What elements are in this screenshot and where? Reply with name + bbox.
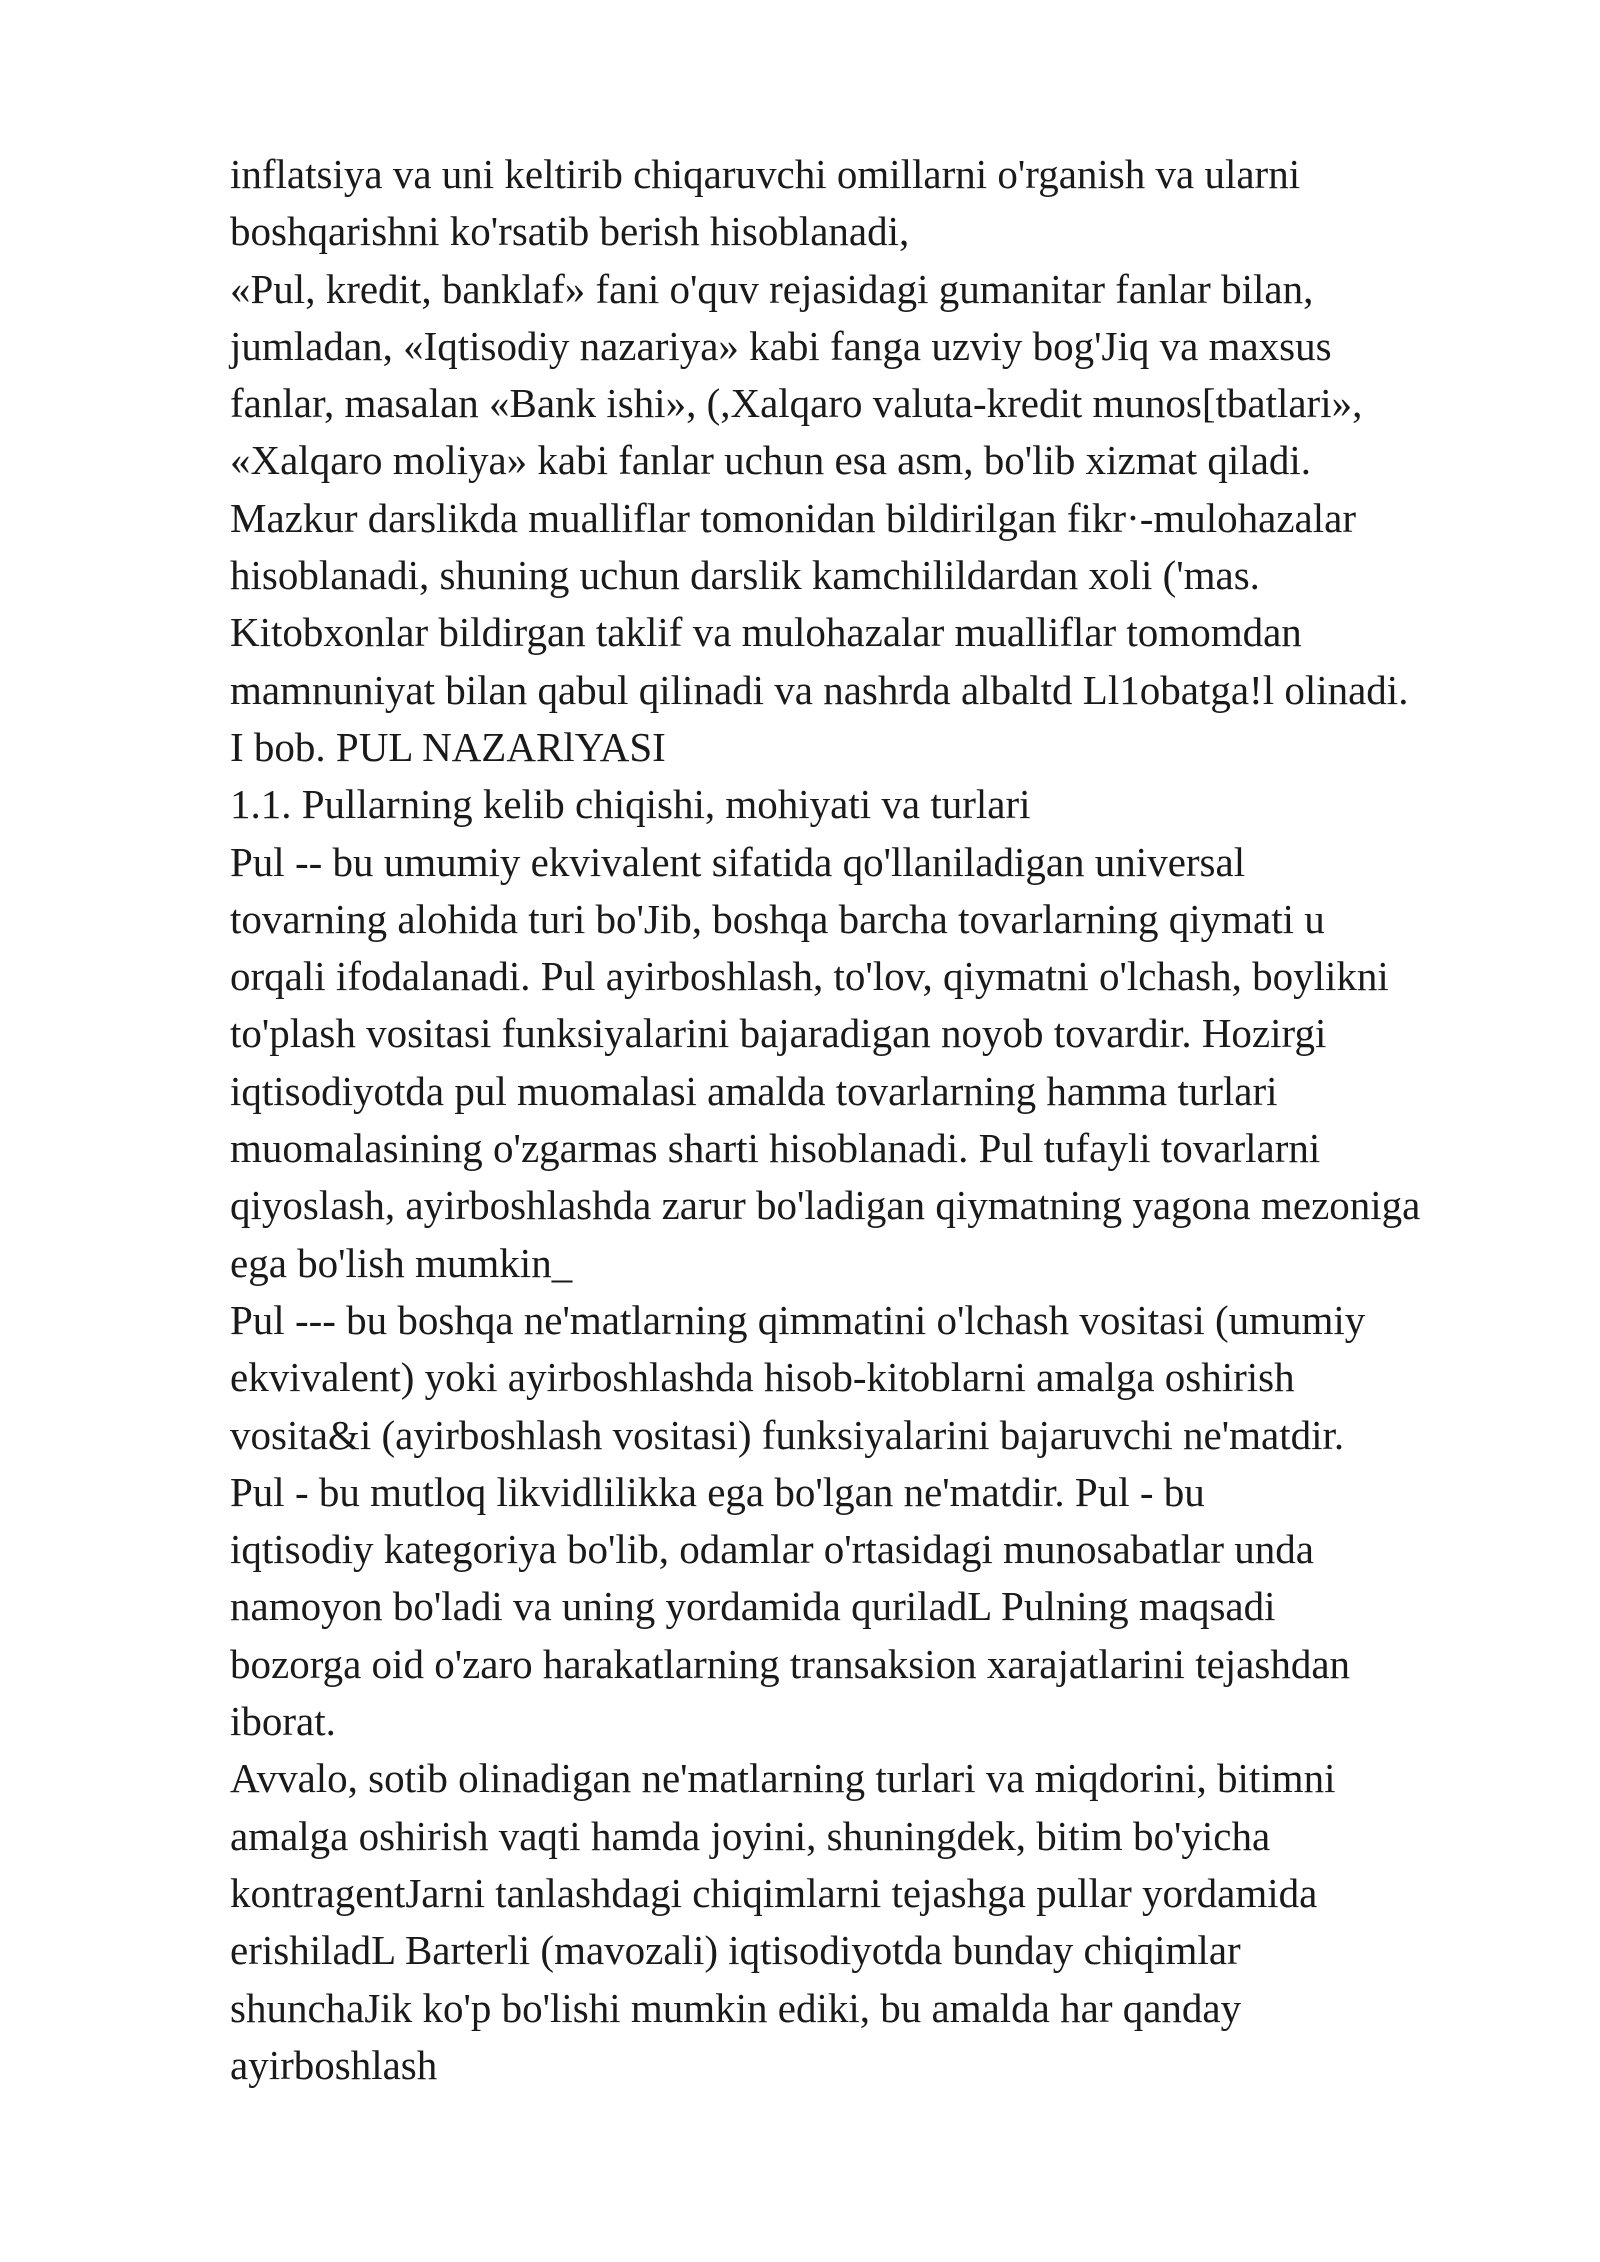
text-line: erishiladL Barterli (mavozali) iqtisodiyotda bunday chiqimlar [230,1927,1241,1974]
text-line: shunchaJik ko'p bo'lishi mumkin ediki, bu amalda har qanday [230,1984,1242,2031]
text-line: amalga oshirish vaqti hamda joyini, shuningdek, bitim bo'yicha [230,1812,1271,1859]
text-line: Kitobxonlar bildirgan taklif va mulohazalar mualliflar tomomdan [230,609,1302,656]
text-line: inflatsiya va uni keltirib chiqaruvchi omillarni o'rganish va ularni [230,151,1301,197]
section-heading: 1.1. Pullarning kelib chiqishi, mohiyati va turlari [230,781,1031,828]
text-line: orqali ifodalanadi. Pul ayirboshlash, to'lov, qiymatni o'lchash, boylikni [230,953,1389,1000]
text-line: ekvivalent) yoki ayirboshlashda hisob-kitoblarni amalga oshirish [230,1354,1295,1401]
text-line: muomalasining o'zgarmas sharti hisoblanadi. Pul tufayli tovarlarni [230,1125,1321,1172]
chapter-heading: I bob. PUL NAZARlYASI [230,723,666,770]
text-line: «Xalqaro moliya» kabi fanlar uchun esa asm, bo'lib xizmat qiladi. [230,437,1312,484]
text-line: vosita&i (ayirboshlash vositasi) funksiyalarini bajaruvchi ne'matdir. [230,1411,1345,1458]
text-line: Pul - bu mutloq likvidlilikka ega bo'lgan ne'matdir. Pul - bu [230,1468,1205,1515]
text-line: hisoblanadi, shuning uchun darslik kamchilildardan xoli ('mas. [230,552,1260,599]
text-line: iqtisodiyotda pul muomalasi amalda tovarlarning hamma turlari [230,1067,1278,1114]
text-line: iborat. [230,1698,336,1745]
document-text [230,146,1530,2094]
text-line: tovarning alohida turi bo'Jib, boshqa barcha tovarlarning qiymati u [230,895,1325,942]
text-line: iqtisodiy kategoriya bo'lib, odamlar o'rtasidagi munosabatlar unda [230,1526,1314,1573]
text-line: boshqarishni ko'rsatib berish hisoblanadi, [230,208,910,255]
text-line: to'plash vositasi funksiyalarini bajaradigan noyob tovardir. Hozirgi [230,1010,1327,1057]
text-line: Pul --- bu boshqa ne'matlarning qimmatini o'lchash vositasi (umumiy [230,1296,1366,1343]
text-line: Avvalo, sotib olinadigan ne'matlarning turlari va miqdorini, bitimni [230,1755,1336,1802]
text-line: bozorga oid o'zaro harakatlarning transaksion xarajatlarini tejashdan [230,1640,1351,1687]
text-line: jumladan, «Iqtisodiy nazariya» kabi fanga uzviy bog'Jiq va maxsus [230,322,1332,369]
text-line: namoyon bo'ladi va uning yordamida quriladL Pulning maqsadi [230,1583,1276,1630]
text-line: ega bo'lish mumkin_ [230,1239,573,1286]
text-line: fanlar, masalan «Bank ishi», (,Xalqaro valuta-kredit munos[tbatlari», [230,380,1363,427]
text-line: kontragentJarni tanlashdagi chiqimlarni tejashga pullar yordamida [230,1869,1318,1916]
text-line: Pul -- bu umumiy ekvivalent sifatida qo'llaniladigan universal [230,838,1246,885]
text-line: Mazkur darslikda mualliflar tomonidan bildirilgan fikr·-mulohazalar [230,494,1356,541]
text-line: qiyoslash, ayirboshlashda zarur bo'ladigan qiymatning yagona mezoniga [230,1182,1421,1229]
text-line: mamnuniyat bilan qabul qilinadi va nashrda albaltd Ll1obatga!l olinadi. [230,666,1409,713]
text-line: ayirboshlash [230,2041,438,2088]
text-line: «Pul, kredit, banklaf» fani o'quv rejasidagi gumanitar fanlar bilan, [230,265,1314,312]
